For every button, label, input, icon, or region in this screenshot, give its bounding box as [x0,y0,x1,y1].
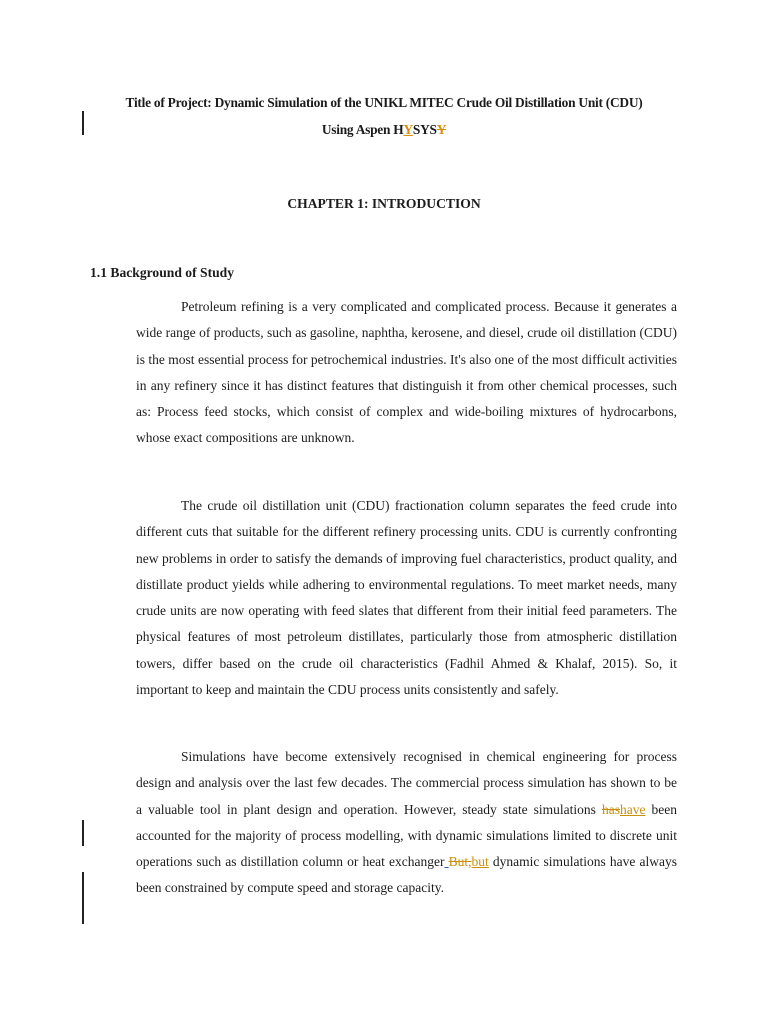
tracked-insertion: but [471,854,489,870]
paragraph-2: The crude oil distillation unit (CDU) fractionation column separates the feed crude into different cuts that suitable for the different refinery processing units. CDU is currently confronting new problems in order to satisfy the demands of improving fuel characteristics, product quality, and distillate product yields while adhering to environmental regulations. To meet market needs, many crude units are now operating with feed slates that different from their initial feed parameters. The physical features of most petroleum distillates, particularly those from atmospheric distillation towers, differ based on the crude oil characteristics (Fadhil Ahmed & Khalaf, 2015). So, it important to keep and maintain the CDU process units consistently and safely. [136,498,677,698]
title-prefix: Using Aspen H [321,122,404,137]
paragraph-3-text: been accounted for the majority of process modelling, with dynamic simulations limited to discrete unit operations such as distillation column or heat exchanger [136,801,677,870]
section-heading: 1.1 Background of Study [90,265,235,280]
paragraph-1: Petroleum refining is a very complicated and complicated process. Because it generates a wide range of products, such as gasoline, naphtha, kerosene, and diesel, crude oil distillation (CDU) is the most essential process for petrochemical industries. It's also one of the most difficult activities in any refinery since it has distinct features that distinguish it from other chemical processes, such as: Process feed stocks, which consist of complex and wide-boiling mixtures of hydrocarbons, whose exact compositions are unknown. [136,299,677,446]
project-title-line-2 [0,122,768,138]
title-mid: SYS [412,122,437,137]
tracked-deletion: has [601,801,620,817]
chapter-heading: CHAPTER 1: INTRODUCTION [287,196,481,211]
paragraph-3 [136,744,677,902]
change-bar [82,820,84,846]
tracked-insertion: have [619,801,646,817]
change-bar [82,872,84,924]
paragraph-3-text: Simulations have become extensively recognised in chemical engineering for process design and analysis over the last few decades. The commercial process simulation has shown to be a valuable tool in plant design and operation. However, steady state simulations [136,749,677,817]
tracked-deletion: But, [448,854,472,870]
paragraph-3-text: dynamic simulations have always been constrained by compute speed and storage capacity. [136,854,677,896]
project-title-line-1: Title of Project: Dynamic Simulation of the UNIKL MITEC Crude Oil Distillation Unit (CDU) [125,95,643,110]
tracked-insertion: Y [403,122,413,137]
tracked-deletion: Y [436,122,447,137]
